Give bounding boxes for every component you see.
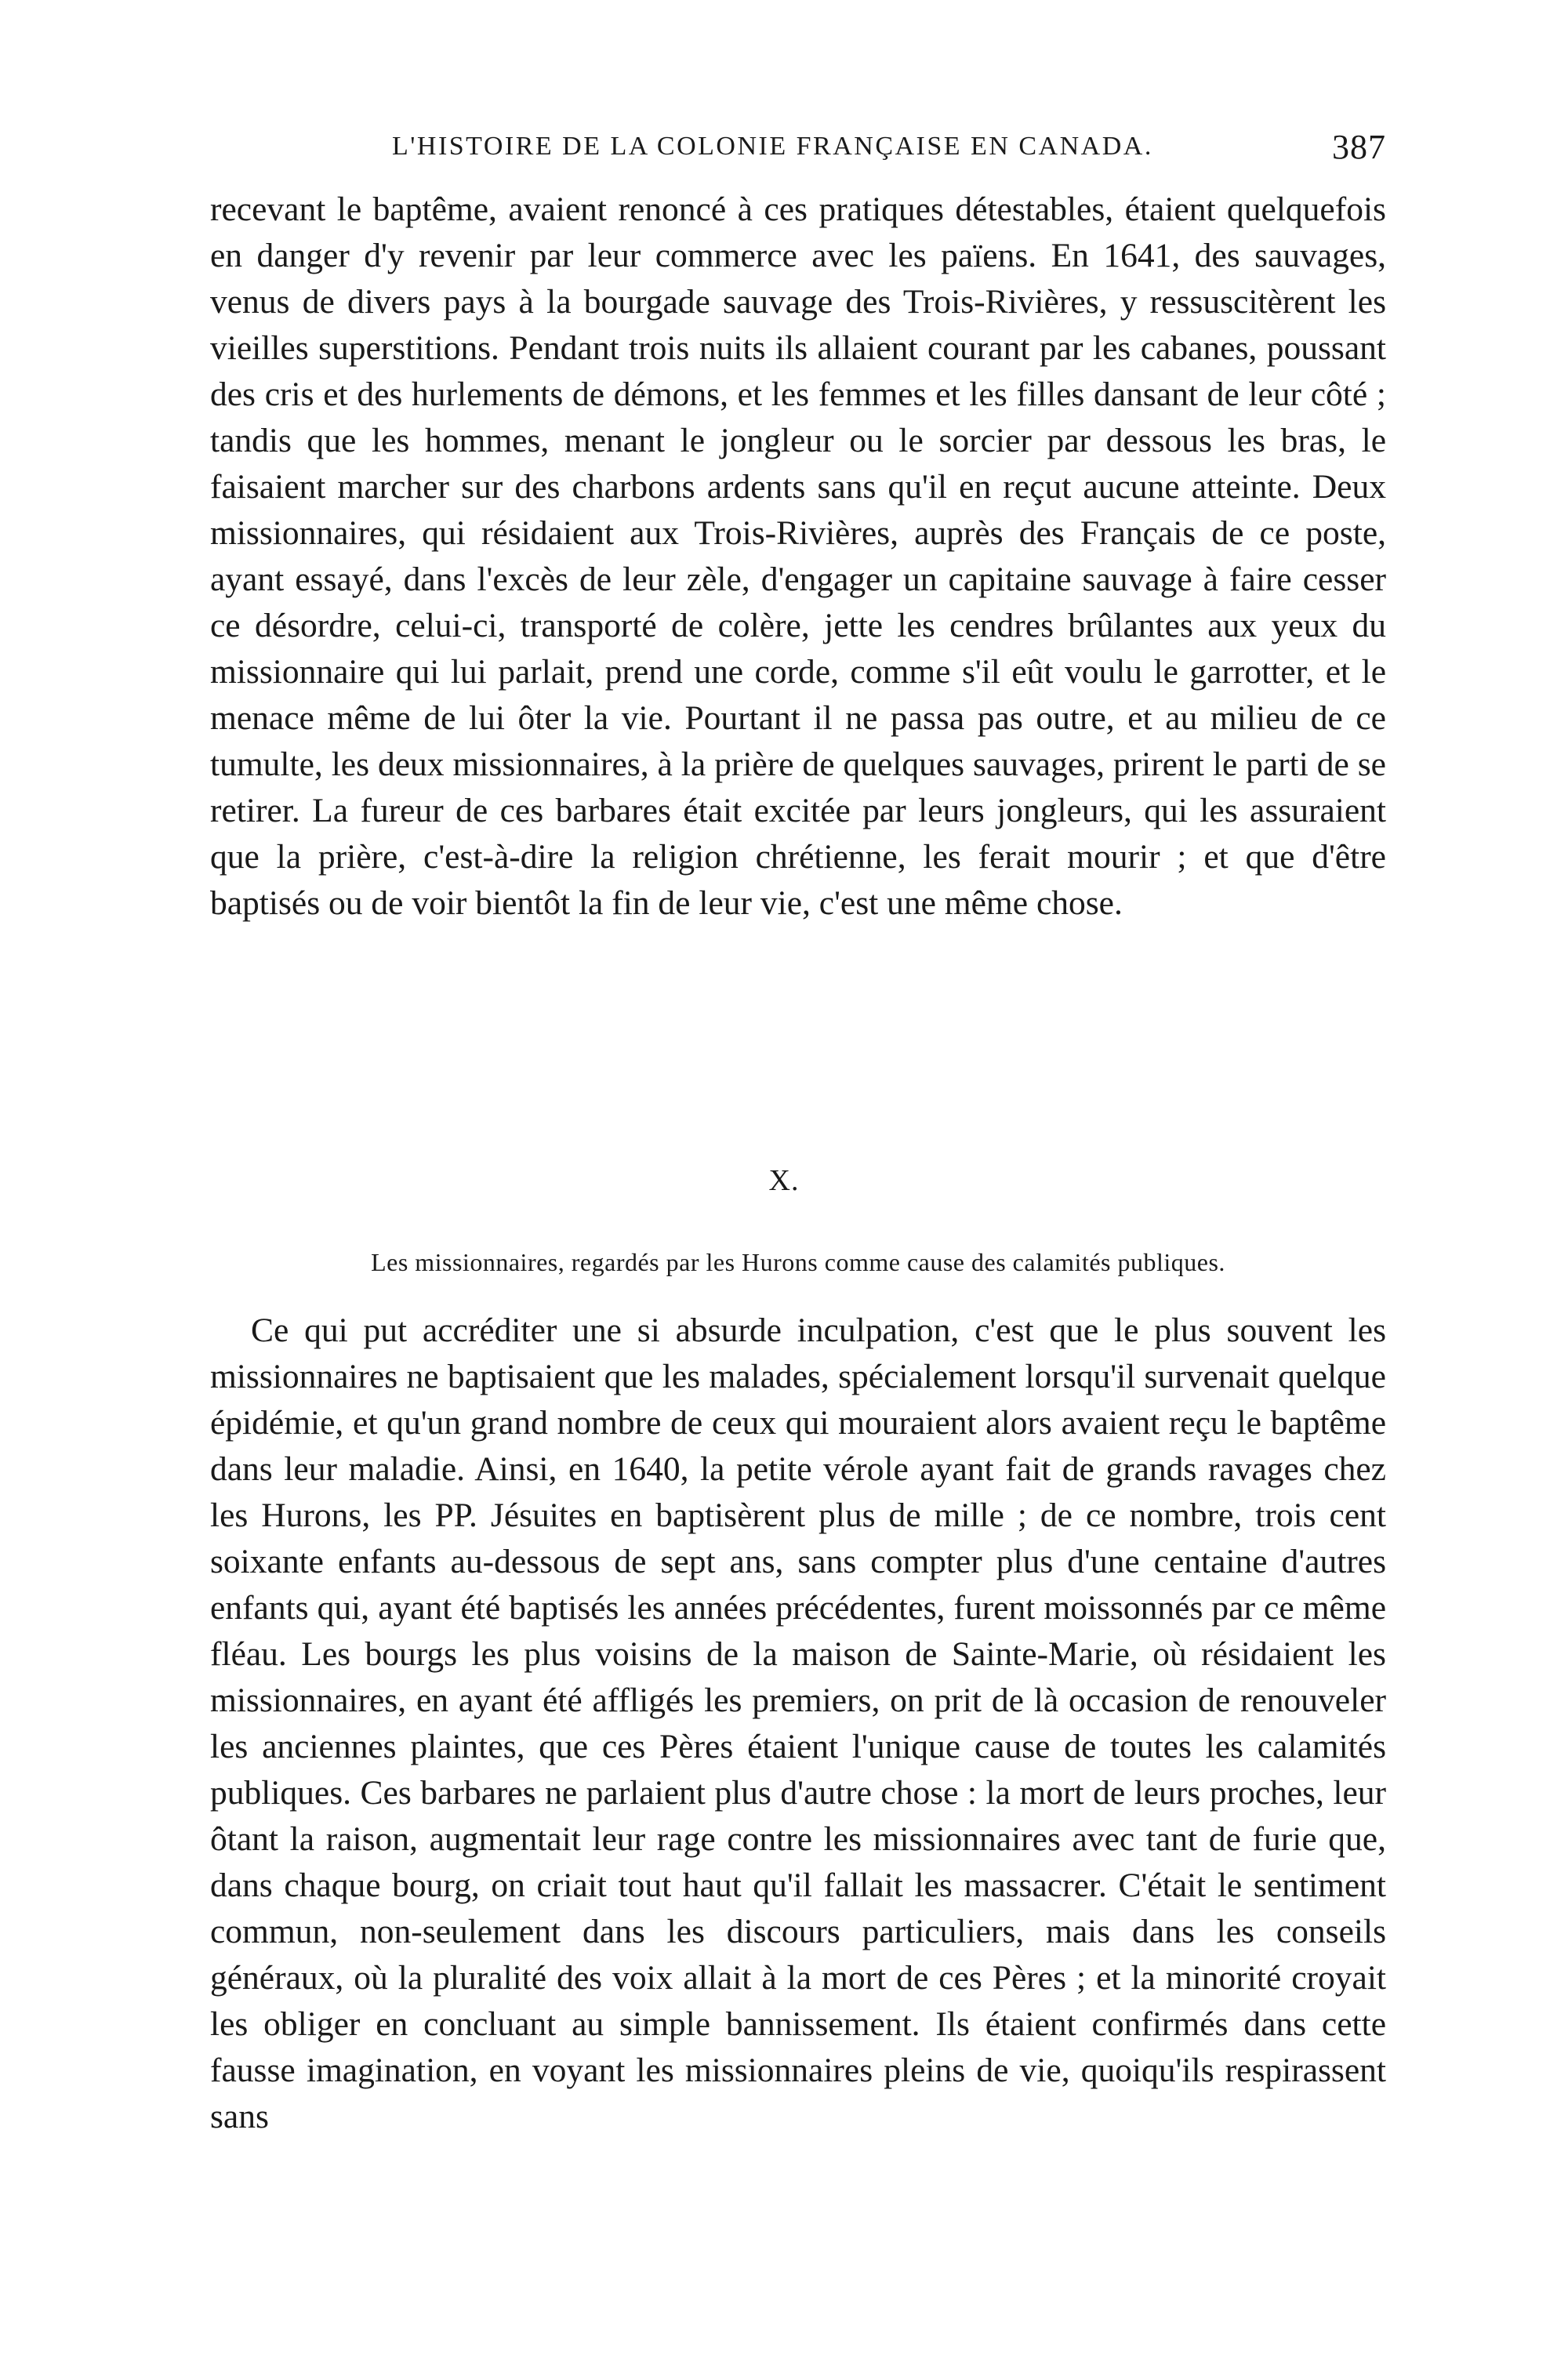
running-header-title: L'HISTOIRE DE LA COLONIE FRANÇAISE EN CANADA.: [392, 132, 1153, 161]
section-paragraph: Ce qui put accréditer une si absurde inculpation, c'est que le plus souvent les missionnaires ne baptisaient que les malades, spécialement lorsqu'il survenait quelque épidémie, et qu'un grand nombre de ceux qui mouraient alors avaient reçu le baptême dans leur maladie. Ainsi, en 1640, la petite vérole ayant fait de grands ravages chez les Hurons, les PP. Jésuites en baptisèrent plus de mille ; de ce nombre, trois cent soixante enfants au-dessous de sept ans, sans compter plus d'une centaine d'autres enfants qui, ayant été baptisés les années précédentes, furent moissonnés par ce même fléau. Les bourgs les plus voisins de la maison de Sainte-Marie, où résidaient les missionnaires, en ayant été affligés les premiers, on prit de là occasion de renouveler les anciennes plaintes, que ces Pères étaient l'unique cause de toutes les calamités publiques. Ces barbares ne parlaient plus d'autre chose : la mort de leurs proches, leur ôtant la raison, augmentait leur rage contre les missionnaires avec tant de furie que, dans chaque bourg, on criait tout haut qu'il fallait les massacrer. C'était le sentiment commun, non-seulement dans les discours particuliers, mais dans les conseils généraux, où la pluralité des voix allait à la mort de ces Pères ; et la minorité croyait les obliger en concluant au simple bannissement. Ils étaient confirmés dans cette fausse imagination, en voyant les missionnaires pleins de vie, quoiqu'ils respirassent sans: [210, 1312, 1386, 2135]
continuation-text-block: [210, 187, 1386, 927]
running-header: [210, 128, 1386, 179]
section-text-block: [210, 1308, 1386, 2140]
section-number: X.: [768, 1164, 800, 1197]
section-title: Les missionnaires, regardés par les Hurons comme cause des calamités publiques.: [371, 1248, 1225, 1276]
continuation-paragraph: recevant le baptême, avaient renoncé à ces pratiques détestables, étaient quelquefois en danger d'y revenir par leur commerce avec les païens. En 1641, des sauvages, venus de divers pays à la bourgade sauvage des Trois-Rivières, y ressuscitèrent les vieilles superstitions. Pendant trois nuits ils allaient courant par les cabanes, poussant des cris et des hurlements de démons, et les femmes et les filles dansant de leur côté ; tandis que les hommes, menant le jongleur ou le sorcier par dessous les bras, le faisaient marcher sur des charbons ardents sans qu'il en reçut aucune atteinte. Deux missionnaires, qui résidaient aux Trois-Rivières, auprès des Français de ce poste, ayant essayé, dans l'excès de leur zèle, d'engager un capitaine sauvage à faire cesser ce désordre, celui-ci, transporté de colère, jette les cendres brûlantes aux yeux du missionnaire qui lui parlait, prend une corde, comme s'il eût voulu le garrotter, et le menace même de lui ôter la vie. Pourtant il ne passa pas outre, et au milieu de ce tumulte, les deux missionnaires, à la prière de quelques sauvages, prirent le parti de se retirer. La fureur de ces barbares était excitée par leurs jongleurs, qui les assuraient que la prière, c'est-à-dire la religion chrétienne, les ferait mourir ; et que d'être baptisés ou de voir bientôt la fin de leur vie, c'est une même chose.: [210, 190, 1386, 922]
page-number: 387: [1332, 128, 1386, 166]
